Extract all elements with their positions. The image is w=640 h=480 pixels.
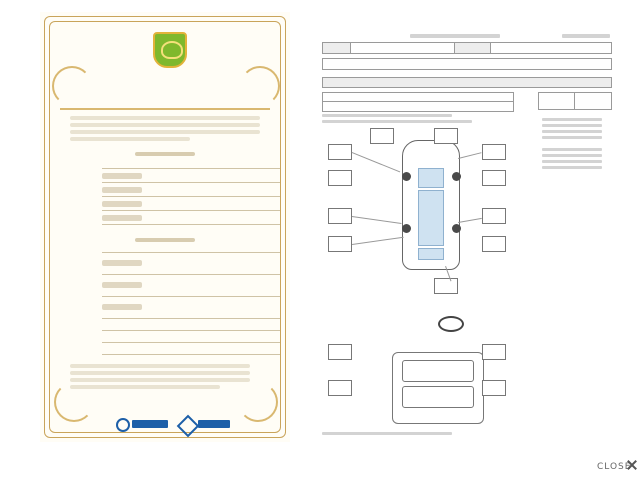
seat-row [402,360,474,382]
close-icon[interactable] [626,459,638,471]
grading-certificate [40,12,290,442]
text-placeholder [70,385,220,389]
roof-glass [418,190,444,246]
sheet-number-placeholder [562,34,610,38]
note-placeholder [322,114,452,117]
rear-window [418,248,444,260]
text-placeholder [70,137,190,141]
logo-wordmark [198,420,230,428]
ribbon-ornament [60,108,270,110]
interior-callout [328,380,352,396]
note-placeholder [542,130,602,133]
section-heading-placeholder [135,238,195,242]
wheel-icon [402,224,411,233]
text-placeholder [70,123,260,127]
note-placeholder [542,136,602,139]
text-placeholder [70,130,260,134]
text-placeholder [70,364,250,368]
logo-wordmark [132,420,168,428]
windshield [418,168,444,188]
section-header [322,77,612,88]
note-placeholder [542,160,602,163]
steering-wheel-icon [438,316,464,332]
sheet-title-placeholder [410,34,500,38]
text-placeholder [70,378,250,382]
note-placeholder [542,166,602,169]
note-placeholder [542,148,602,151]
seat-row [402,386,474,408]
shield-badge-icon [153,32,187,68]
close-label[interactable]: CLOSE [597,462,632,472]
interior-callout [482,380,506,396]
text-placeholder [70,371,250,375]
note-placeholder [542,118,602,121]
section-heading-placeholder [135,152,195,156]
round-logo-icon [116,418,130,432]
note-placeholder [542,124,602,127]
note-placeholder [542,154,602,157]
wheel-icon [452,224,461,233]
ornament-swirl-icon [238,382,278,422]
text-placeholder [70,116,260,120]
footer-note-placeholder [322,432,452,435]
ornament-swirl-icon [52,66,92,106]
interior-callout [328,344,352,360]
note-placeholder [322,120,472,123]
certificate-logos [116,416,236,430]
interior-callout [482,344,506,360]
condition-check-sheet [322,40,612,440]
wheel-icon [452,172,461,181]
ornament-swirl-icon [240,66,280,106]
wheel-icon [402,172,411,181]
